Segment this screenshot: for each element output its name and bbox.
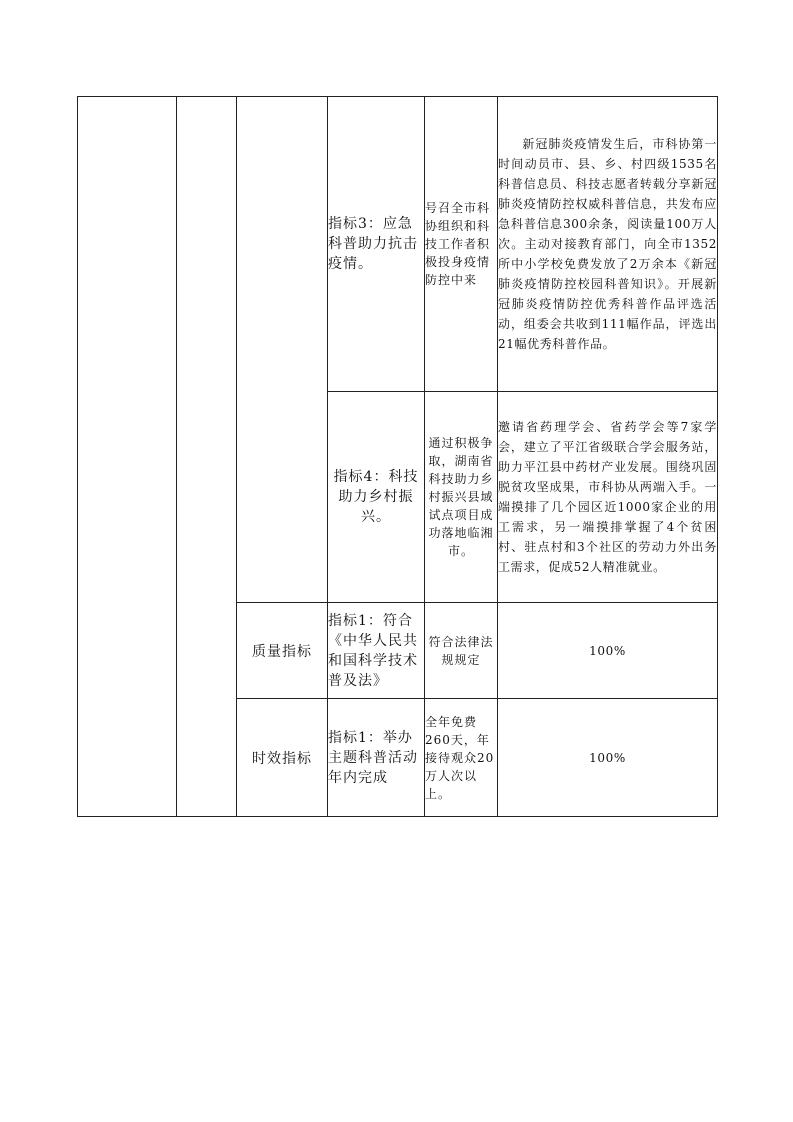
category-cell: 质量指标 bbox=[237, 603, 328, 699]
target-value-cell: 通过积极争取，湖南省科技助力乡村振兴县域试点项目成功落地临湘市。 bbox=[425, 392, 498, 603]
target-value-cell: 符合法律法规规定 bbox=[425, 603, 498, 699]
completion-cell bbox=[498, 97, 718, 392]
level3-indicator-cell bbox=[237, 97, 328, 603]
level1-indicator-cell bbox=[78, 97, 177, 817]
completion-cell: 100% bbox=[498, 603, 718, 699]
table-row bbox=[78, 97, 718, 392]
target-value-cell: 全年免费260天，年接待观众20万人次以上。 bbox=[425, 699, 498, 817]
target-value-cell: 号召全市科协组织和科技工作者积极投身疫情防控中来 bbox=[425, 97, 498, 392]
completion-cell: 邀请省药理学会、省药学会等7家学会，建立了平江省级联合学会服务站，助力平江县中药材产业发展。围绕巩固脱贫攻坚成果，市科协从两端入手。一端摸排了几个园区近1000家企业的用工需求，另一端摸排掌握了4个贫困村、驻点村和3个社区的劳动力外出务工需求，促成52人精准就业。 bbox=[498, 392, 718, 603]
target-cell: 指标4：科技助力乡村振兴。 bbox=[328, 392, 425, 603]
category-cell: 时效指标 bbox=[237, 699, 328, 817]
completion-cell: 100% bbox=[498, 699, 718, 817]
completion-text: 新冠肺炎疫情发生后，市科协第一时间动员市、县、乡、村四级1535名科普信息员、科技志愿者转载分享新冠肺炎疫情防控权威科普信息，共发布应急科普信息300余条，阅读量100万人次。主动对接教育部门，向全市1352所中小学校免费发放了2万余本《新冠肺炎疫情防控校园科普知识》。开展新冠肺炎疫情防控优秀科普作品评选活动，组委会共收到111幅作品，评选出21幅优秀科普作品。 bbox=[498, 137, 717, 351]
performance-table bbox=[77, 96, 718, 817]
target-cell: 指标1：符合《中华人民共和国科学技术普及法》 bbox=[328, 603, 425, 699]
level2-indicator-cell bbox=[177, 97, 237, 817]
target-cell: 指标1：举办主题科普活动年内完成 bbox=[328, 699, 425, 817]
target-cell: 指标3：应急科普助力抗击疫情。 bbox=[328, 97, 425, 392]
